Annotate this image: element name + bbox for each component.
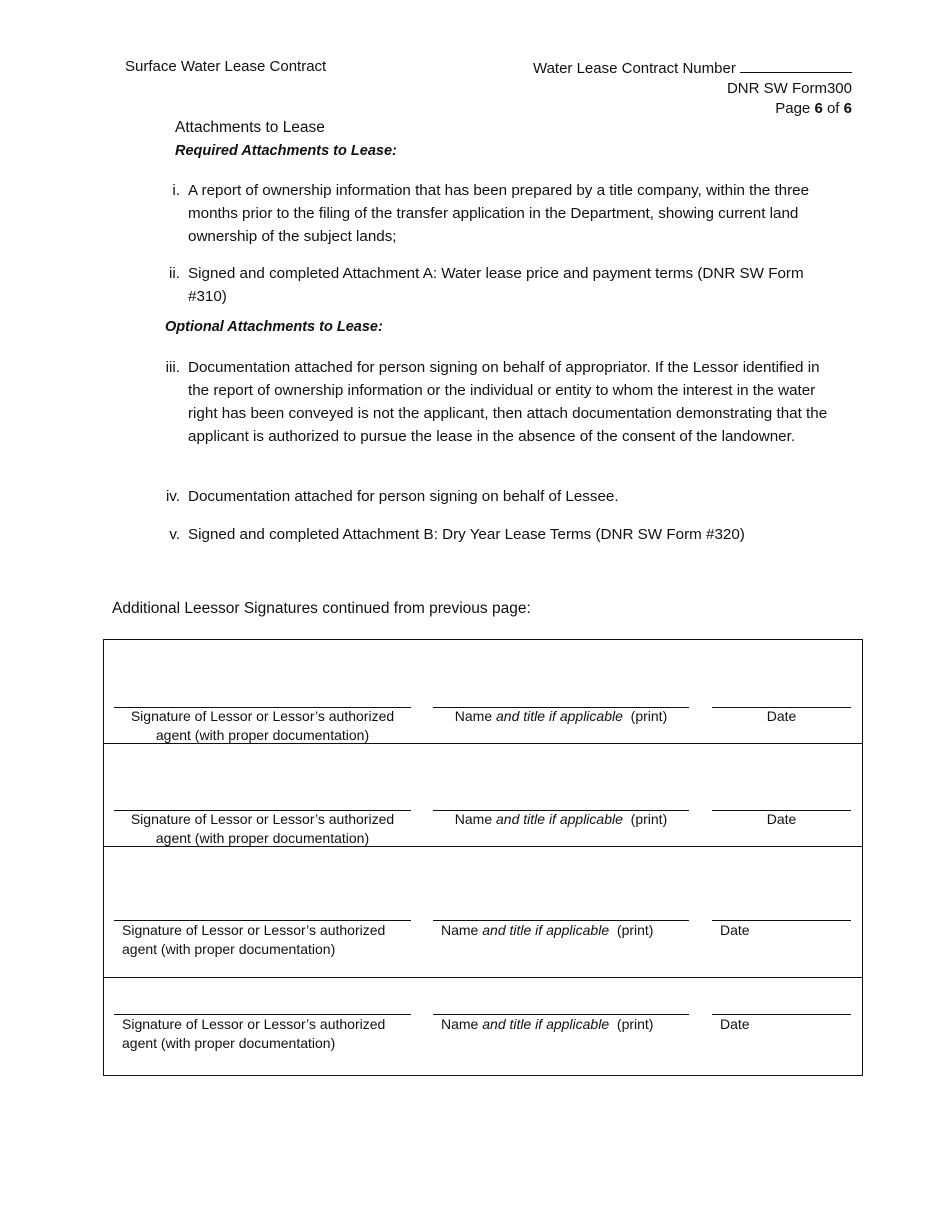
contract-number-blank[interactable] — [740, 58, 852, 73]
name-label: Name and title if applicable (print) — [454, 811, 668, 827]
header-info — [533, 58, 852, 119]
signature-label: Signature of Lessor or Lessor’s authorized agent (with proper documentation) — [130, 811, 395, 846]
signature-row — [104, 978, 863, 1076]
date-label: Date — [766, 811, 797, 827]
page-number: Page 6 of 6 — [775, 100, 852, 117]
page-current: 6 — [814, 100, 823, 117]
date-label: Date — [720, 922, 750, 938]
form-id: DNR SW Form300 — [726, 80, 852, 97]
signature-row — [104, 847, 863, 978]
optional-attachments-heading: Optional Attachments to Lease: — [165, 319, 383, 335]
required-attachments-heading: Required Attachments to Lease: — [175, 143, 397, 159]
signature-row — [104, 744, 863, 847]
attachments-title: Attachments to Lease — [175, 119, 325, 136]
page-total: 6 — [843, 100, 852, 117]
name-label: Name and title if applicable (print) — [441, 922, 654, 938]
contract-number-label: Water Lease Contract Number — [532, 60, 736, 77]
form-title: Surface Water Lease Contract — [125, 58, 327, 75]
signature-label: Signature of Lessor or Lessor’s authorized agent (with proper documentation) — [122, 1016, 386, 1051]
signature-label: Signature of Lessor or Lessor’s authorized agent (with proper documentation) — [130, 708, 395, 743]
contract-number-line — [533, 58, 852, 79]
name-label: Name and title if applicable (print) — [454, 708, 668, 724]
signature-row — [104, 640, 863, 744]
name-label: Name and title if applicable (print) — [441, 1016, 654, 1032]
date-label: Date — [720, 1016, 750, 1032]
date-label: Date — [766, 708, 797, 724]
document-page: Surface Water Lease Contract Water Lease Contract Number DNR SW Form300 Page 6 of 6 Attachments to Lease Required Attachments to Lease: i. A report of ownership information that has been prepared by a title company, within the three months prior to the filing of the transfer application in the Department, showing current land ownership of the subject lands; ii. Signed and completed Attachment A: Water lease price and payment terms (DNR SW Form #310) Optional Attachments to Lease: iii. Documentation attached for person signing on behalf of appropriator. If the Lessor identified in the report of ownership information or the individual or entity to whom the interest in the water right has been conveyed is not the applicant, then attach documentation demonstrating that the applicant is authorized to pursue the lease in the absence of the consent of the landowner. iv. Documentation attached for person signing on behalf of Lessee. v. Signed and completed Attachment B: Dry Year Lease Terms (DNR SW Form #320) Additional Leessor Signatures continued from previous page: Signature of Lessor or Lessor’s authorized agent (with proper documentation) Name and title if applicable (print) Date Signature of Lessor or Lessor’s authorized agent (with proper documentation) Name and title if applicable (print) Date Signature of Lessor or Lessor’s authorized agent (with proper documentation) Name and title if applicable (print) Date Signature of Lessor or Lessor’s authorized agent (with proper documentation) Name and title if applicable (print) Date — [0, 0, 950, 1230]
signature-label: Signature of Lessor or Lessor’s authorized agent (with proper documentation) — [122, 922, 386, 957]
signature-table — [103, 639, 863, 1076]
additional-signatures-intro: Additional Leessor Signatures continued from previous page: — [112, 600, 531, 617]
